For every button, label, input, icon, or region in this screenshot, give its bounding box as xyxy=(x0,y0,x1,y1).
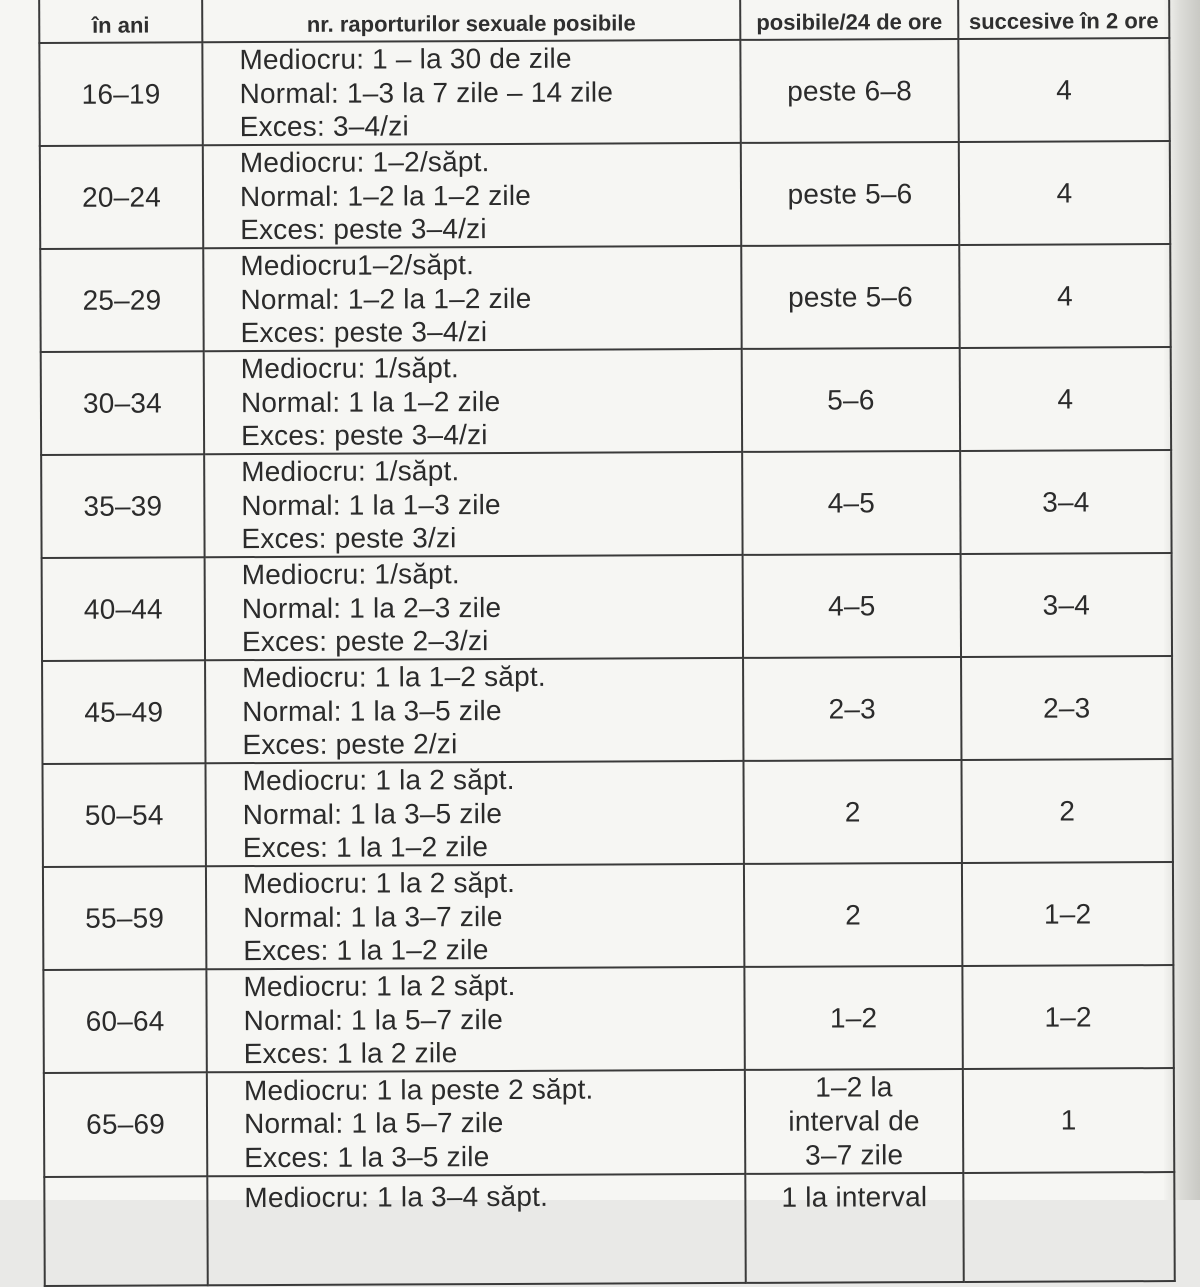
table-row xyxy=(44,1068,1174,1177)
cell-age: 40–44 xyxy=(42,557,205,661)
max-per-day-line: 1–2 xyxy=(829,1001,878,1034)
frequency-line: Mediocru: 1 la peste 2 săpt. xyxy=(243,1073,594,1106)
cell-age: 45–49 xyxy=(42,660,205,764)
table-row xyxy=(39,38,1169,146)
cell-successive: 4 xyxy=(960,347,1171,451)
cell-successive: 2–3 xyxy=(961,656,1172,760)
frequency-line: Exces: peste 3–4/zi xyxy=(240,419,488,452)
frequency-line: Mediocru: 1 – la 30 de zile xyxy=(239,42,572,76)
cell-frequency xyxy=(204,349,742,454)
cell-frequency xyxy=(204,452,742,557)
max-per-day-line: 2–3 xyxy=(828,692,876,725)
cell-age: 35–39 xyxy=(41,454,204,558)
frequency-line: Normal: 1 la 3–5 zile xyxy=(242,694,502,727)
frequency-line: Exces: peste 2–3/zi xyxy=(241,625,489,658)
frequency-line: Mediocru: 1 la 2 săpt. xyxy=(243,970,516,1003)
cell-successive: 4 xyxy=(959,244,1170,348)
cell-successive: 4 xyxy=(958,38,1169,142)
cell-frequency xyxy=(206,864,744,969)
frequency-line: Exces: 1 la 2 zile xyxy=(243,1037,458,1070)
cell-max-per-day xyxy=(745,1069,963,1174)
cell-frequency xyxy=(203,246,741,351)
header-max-per-day: posibile/24 de ore xyxy=(740,0,958,40)
frequency-line: Normal: 1 la 5–7 zile xyxy=(243,1003,504,1036)
max-per-day-line: interval de xyxy=(788,1105,920,1137)
cell-age: 30–34 xyxy=(41,351,204,455)
header-age: în ani xyxy=(39,0,202,43)
cell-age: 20–24 xyxy=(40,145,203,249)
frequency-line: Normal: 1 la 2–3 zile xyxy=(241,591,502,624)
cell-max-per-day xyxy=(743,657,961,761)
table-row xyxy=(41,450,1171,558)
max-per-day-line: 2 xyxy=(845,898,862,930)
max-per-day-line: peste 5–6 xyxy=(787,280,913,313)
frequency-line: Exces: 1 la 1–2 zile xyxy=(243,934,489,967)
cell-successive: 1–2 xyxy=(962,862,1173,966)
cell-frequency xyxy=(205,555,743,660)
cell-max-per-day xyxy=(743,554,961,658)
frequency-line: Normal: 1–2 la 1–2 zile xyxy=(240,282,532,315)
cell-frequency xyxy=(205,761,743,866)
table-row xyxy=(42,553,1172,661)
table-row xyxy=(42,656,1172,764)
max-per-day-line: peste 6–8 xyxy=(787,74,913,107)
cell-frequency xyxy=(206,967,744,1072)
max-per-day-line: 4–5 xyxy=(828,589,876,622)
cell-max-per-day xyxy=(741,142,959,246)
header-frequency: nr. raporturilor sexuale posibile xyxy=(202,0,740,42)
cell-age xyxy=(44,1176,207,1286)
frequency-line: Mediocru: 1/săpt. xyxy=(241,558,460,591)
table-container xyxy=(38,0,1174,1287)
frequency-line: Normal: 1 la 3–5 zile xyxy=(242,797,503,830)
cell-age: 55–59 xyxy=(43,866,206,970)
cell-frequency xyxy=(207,1070,745,1176)
table-row xyxy=(44,1172,1174,1286)
frequency-line: Mediocru: 1 la 2 săpt. xyxy=(242,764,515,797)
table-row xyxy=(43,862,1173,970)
table-row xyxy=(40,244,1170,352)
cell-max-per-day xyxy=(740,39,958,143)
max-per-day-line: 4–5 xyxy=(827,486,876,519)
cell-successive: 2 xyxy=(961,759,1172,863)
table-row xyxy=(42,759,1172,867)
cell-successive: 1 xyxy=(963,1068,1174,1173)
frequency-line: Exces: peste 3–4/zi xyxy=(240,213,487,246)
cell-successive xyxy=(963,1172,1174,1282)
frequency-line: Normal: 1 la 3–7 zile xyxy=(243,900,503,933)
cell-max-per-day xyxy=(741,245,959,349)
max-per-day-line: 1 la interval xyxy=(781,1181,928,1213)
frequency-line: Mediocru: 1 la 1–2 săpt. xyxy=(242,661,546,694)
cell-successive: 4 xyxy=(959,141,1170,245)
cell-age: 50–54 xyxy=(42,763,205,867)
max-per-day-line: peste 5–6 xyxy=(787,177,913,210)
cell-frequency xyxy=(203,143,741,248)
frequency-line: Exces: peste 3–4/zi xyxy=(240,316,488,349)
cell-frequency xyxy=(207,1174,745,1285)
table-row xyxy=(40,141,1170,249)
frequency-line: Exces: 3–4/zi xyxy=(239,110,409,143)
cell-frequency xyxy=(202,40,740,145)
cell-frequency xyxy=(205,658,743,763)
cell-age: 16–19 xyxy=(39,42,202,146)
table-body xyxy=(39,38,1174,1286)
frequency-line: Exces: peste 3/zi xyxy=(241,522,457,555)
frequency-line: Mediocru: 1–2/săpt. xyxy=(239,146,490,179)
frequency-line: Normal: 1 la 1–2 zile xyxy=(240,385,501,418)
header-successive: succesive în 2 ore xyxy=(958,0,1169,39)
max-per-day-line: 3–7 zile xyxy=(805,1139,904,1171)
sexual-frequency-table xyxy=(38,0,1176,1287)
frequency-line: Normal: 1 la 1–3 zile xyxy=(241,488,501,521)
frequency-line: Exces: 1 la 1–2 zile xyxy=(242,831,489,864)
cell-max-per-day xyxy=(745,1173,963,1283)
frequency-line: Normal: 1 la 5–7 zile xyxy=(243,1107,504,1140)
header-row xyxy=(39,0,1169,43)
max-per-day-line: 5–6 xyxy=(827,383,875,416)
table-row xyxy=(41,347,1171,455)
cell-max-per-day xyxy=(744,863,962,967)
cell-max-per-day xyxy=(742,348,960,452)
cell-max-per-day xyxy=(742,451,960,555)
frequency-line: Mediocru: 1/săpt. xyxy=(240,352,460,385)
table-row xyxy=(43,965,1173,1073)
cell-successive: 1–2 xyxy=(962,965,1173,1069)
cell-max-per-day xyxy=(743,760,961,864)
max-per-day-line: 2 xyxy=(844,795,861,827)
cell-successive: 3–4 xyxy=(960,450,1171,554)
frequency-line: Mediocru1–2/săpt. xyxy=(240,249,475,282)
frequency-line: Mediocru: 1 la 2 săpt. xyxy=(242,867,516,900)
frequency-line: Normal: 1–2 la 1–2 zile xyxy=(239,179,532,212)
frequency-line: Normal: 1–3 la 7 zile – 14 zile xyxy=(239,76,614,109)
frequency-line: Exces: 1 la 3–5 zile xyxy=(244,1140,490,1173)
cell-max-per-day xyxy=(744,966,962,1070)
frequency-line: Exces: peste 2/zi xyxy=(242,728,458,761)
max-per-day-line: 1–2 la xyxy=(815,1071,893,1103)
cell-age: 60–64 xyxy=(43,969,206,1073)
frequency-line: Mediocru: 1/săpt. xyxy=(241,455,460,488)
frequency-line: Mediocru: 1 la 3–4 săpt. xyxy=(244,1180,549,1214)
cell-successive: 3–4 xyxy=(961,553,1172,657)
cell-age: 25–29 xyxy=(40,248,203,352)
cell-age: 65–69 xyxy=(44,1072,207,1177)
